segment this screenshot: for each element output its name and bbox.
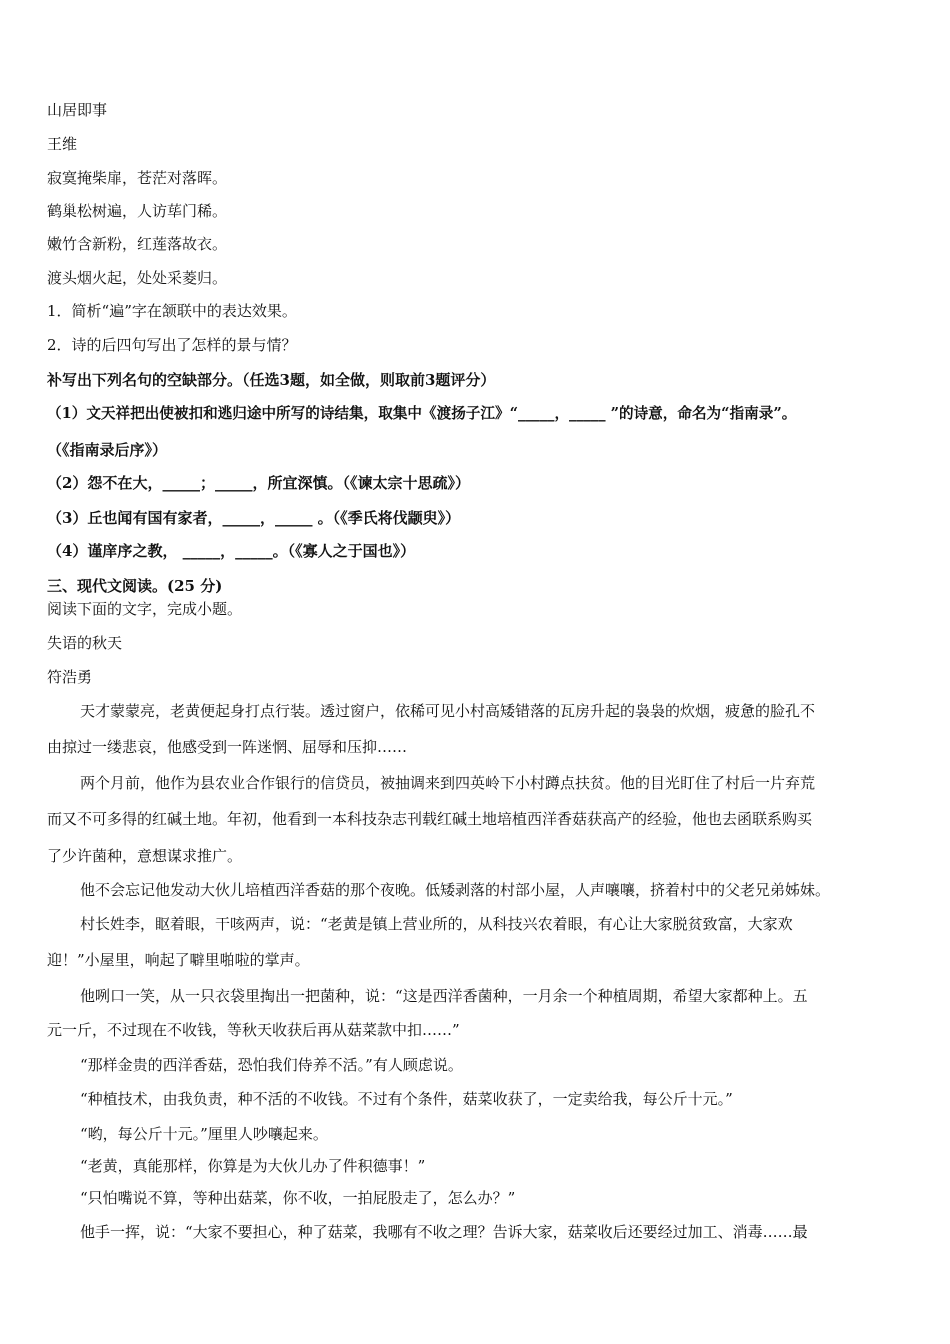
paragraph-line: 了少许菌种，意想谋求推广。: [47, 847, 243, 865]
fill-blank-item: （2）怨不在大，_____；_____，所宜深慎。（《谏太宗十思疏》）: [47, 474, 470, 492]
paragraph-line: 两个月前，他作为县农业合作银行的信贷员，被抽调来到四英岭下小村蹲点扶贫。他的目光盯住了村后一片弃荒: [80, 774, 816, 792]
paragraph-line: 他不会忘记他发动大伙儿培植西洋香菇的那个夜晚。低矮剥落的村部小屋，人声嚷嚷，挤着村中的父老兄弟姊妹。: [80, 881, 831, 899]
fill-blank-heading: 补写出下列名句的空缺部分。（任选3题，如全做，则取前3题评分）: [47, 371, 496, 389]
question: 1．简析“遍”字在颔联中的表达效果。: [47, 302, 297, 320]
paragraph-line: 天才蒙蒙亮，老黄便起身打点行装。透过窗户，依稀可见小村高矮错落的瓦房升起的袅袅的炊烟，疲惫的脸孔不: [80, 702, 816, 720]
paragraph-line: 元一斤，不过现在不收钱，等秋天收获后再从菇菜款中扣……”: [47, 1021, 460, 1039]
paragraph-line: 由掠过一缕悲哀，他感受到一阵迷惘、屈辱和压抑……: [47, 738, 408, 756]
fill-blank-item: （4）谨庠序之教， _____，_____。（《寡人之于国也》）: [47, 542, 416, 560]
section-instruction: 阅读下面的文字，完成小题。: [47, 600, 243, 618]
poem-line: 渡头烟火起，处处采菱归。: [47, 269, 228, 287]
poem-line: 鹤巢松树遍，人访荜门稀。: [47, 202, 228, 220]
poem-line: 嫩竹含新粉，红莲落故衣。: [47, 235, 228, 253]
fill-blank-item: （《指南录后序》）: [47, 441, 168, 459]
paragraph-line: 而又不可多得的红碱土地。年初，他看到一本科技杂志刊载红碱土地培植西洋香菇获高产的经验，他也去函联系购买: [47, 810, 813, 828]
paragraph-line: “那样金贵的西洋香菇，恐怕我们侍养不活。”有人顾虑说。: [80, 1056, 463, 1074]
paragraph-line: “哟，每公斤十元。”厘里人吵嚷起来。: [80, 1125, 328, 1143]
paragraph-line: 迎！”小屋里，响起了噼里啪啦的掌声。: [47, 951, 310, 969]
paragraph-line: 他咧口一笑，从一只衣袋里掏出一把菌种，说：“这是西洋香菌种，一月余一个种植周期，希望大家都种上。五: [80, 987, 808, 1005]
paragraph-line: “老黄，真能那样，你算是为大伙儿办了件积德事！”: [80, 1157, 426, 1175]
story-author: 符浩勇: [47, 668, 93, 686]
paragraph-line: “种植技术，由我负责，种不活的不收钱。不过有个条件，菇菜收获了，一定卖给我，每公斤十元。”: [80, 1090, 733, 1108]
story-title: 失语的秋天: [47, 634, 123, 652]
paragraph-line: 他手一挥，说：“大家不要担心，种了菇菜，我哪有不收之理？告诉大家，菇菜收后还要经过加工、消毒……最: [80, 1223, 808, 1241]
section-heading: 三、现代文阅读。(25 分): [47, 577, 223, 595]
paragraph-line: 村长姓李，眍着眼，干咳两声，说：“老黄是镇上营业所的，从科技兴农着眼，有心让大家脱贫致富，大家欢: [80, 915, 793, 933]
fill-blank-item: （1）文天祥把出使被扣和逃归途中所写的诗结集，取集中《渡扬子江》“_____，_____ ”的诗意，命名为“指南录”。: [47, 405, 797, 422]
poem-title: 山居即事: [47, 101, 108, 119]
question: 2．诗的后四句写出了怎样的景与情？: [47, 336, 297, 354]
fill-blank-item: （3）丘也闻有国有家者，_____，_____ 。（《季氏将伐颛臾》）: [47, 509, 461, 527]
poem-author: 王维: [47, 135, 78, 153]
paragraph-line: “只怕嘴说不算，等种出菇菜，你不收，一拍屁股走了，怎么办？”: [80, 1189, 516, 1207]
poem-line: 寂寞掩柴扉，苍茫对落晖。: [47, 169, 228, 187]
